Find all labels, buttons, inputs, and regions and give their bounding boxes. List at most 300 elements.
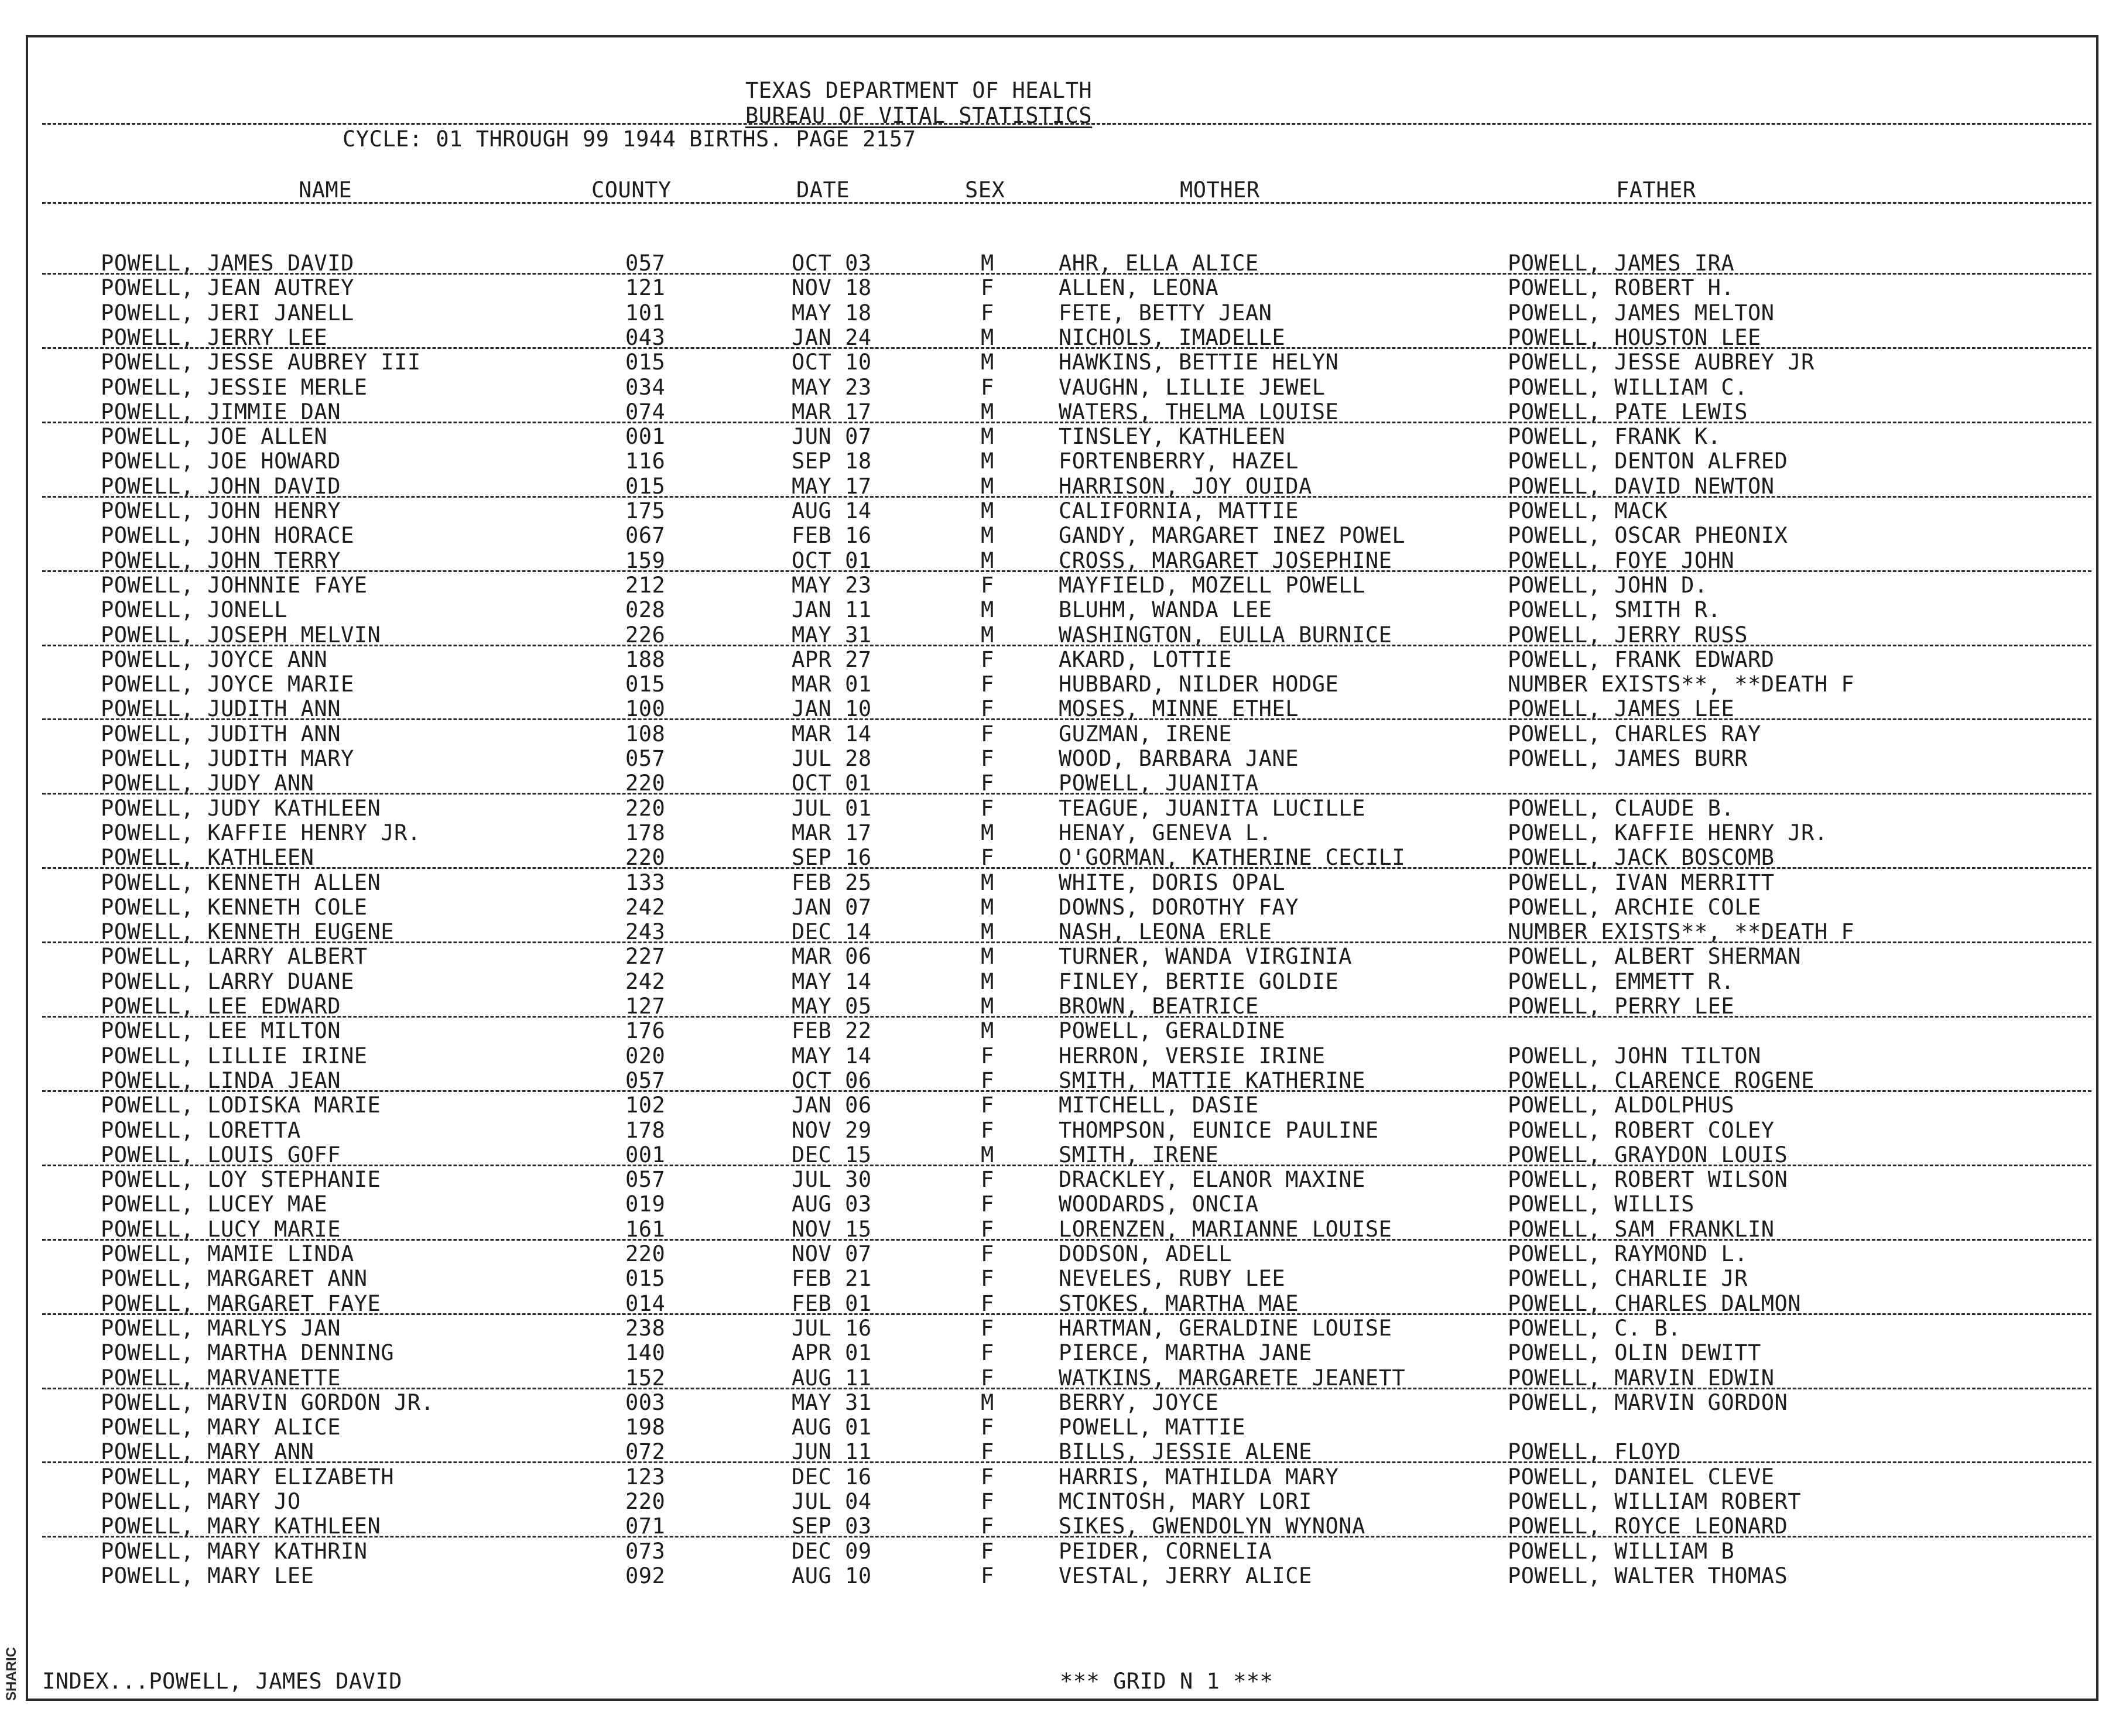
cell-county: 161 <box>625 1217 666 1242</box>
cell-name: POWELL, LILLIE IRINE <box>101 1043 368 1069</box>
footer-grid: *** GRID N 1 *** <box>1060 1669 1273 1694</box>
cell-father: POWELL, SAM FRANKLIN <box>1508 1217 1775 1242</box>
cell-mother: POWELL, MATTIE <box>1059 1415 1245 1440</box>
cell-date: SEP 16 <box>792 845 872 870</box>
row-rule <box>42 347 2091 349</box>
cell-date: MAY 23 <box>792 573 872 598</box>
cell-father: POWELL, ROYCE LEONARD <box>1508 1514 1788 1539</box>
cell-date: MAY 23 <box>792 375 872 400</box>
cell-name: POWELL, JUDY KATHLEEN <box>101 796 381 821</box>
cell-name: POWELL, MARGARET FAYE <box>101 1291 381 1316</box>
cell-father: POWELL, PATE LEWIS <box>1508 399 1748 424</box>
cell-father: POWELL, JOHN TILTON <box>1508 1043 1761 1069</box>
cell-mother: HUBBARD, NILDER HODGE <box>1059 672 1339 697</box>
cell-date: OCT 10 <box>792 350 872 375</box>
cell-county: 057 <box>625 1068 666 1093</box>
cell-father: POWELL, FLOYD <box>1508 1439 1682 1464</box>
cell-name: POWELL, JOHN HENRY <box>101 498 341 523</box>
cell-date: AUG 03 <box>792 1191 872 1217</box>
cell-mother: DODSON, ADELL <box>1059 1241 1233 1266</box>
cell-name: POWELL, MARVIN GORDON JR. <box>101 1390 434 1415</box>
cell-father: POWELL, ALDOLPHUS <box>1508 1093 1735 1118</box>
cell-county: 238 <box>625 1316 666 1341</box>
cell-name: POWELL, JIMMIE DAN <box>101 399 341 424</box>
cell-sex: F <box>981 721 994 747</box>
cell-sex: M <box>981 1390 994 1415</box>
cell-county: 102 <box>625 1093 666 1118</box>
cell-mother: NICHOLS, IMADELLE <box>1059 325 1286 350</box>
cell-father: POWELL, OSCAR PHEONIX <box>1508 523 1788 548</box>
cell-county: 003 <box>625 1390 666 1415</box>
cell-date: AUG 10 <box>792 1563 872 1588</box>
cell-county: 057 <box>625 746 666 771</box>
cell-county: 073 <box>625 1539 666 1564</box>
cell-sex: F <box>981 1118 994 1143</box>
cell-mother: MCINTOSH, MARY LORI <box>1059 1489 1312 1514</box>
cell-sex: F <box>981 746 994 771</box>
cell-name: POWELL, MAMIE LINDA <box>101 1241 354 1266</box>
cell-sex: F <box>981 1043 994 1069</box>
cell-date: OCT 06 <box>792 1068 872 1093</box>
cell-name: POWELL, JOHN DAVID <box>101 474 341 499</box>
cell-county: 175 <box>625 498 666 523</box>
cell-mother: VAUGHN, LILLIE JEWEL <box>1059 375 1326 400</box>
cell-father: POWELL, FRANK EDWARD <box>1508 647 1775 672</box>
column-divider <box>42 202 2091 204</box>
cell-date: MAR 06 <box>792 944 872 969</box>
cell-father: POWELL, JAMES MELTON <box>1508 300 1775 326</box>
cell-date: NOV 18 <box>792 275 872 300</box>
cell-name: POWELL, JUDITH ANN <box>101 696 341 721</box>
row-rule <box>42 570 2091 572</box>
cell-county: 108 <box>625 721 666 747</box>
cell-father: POWELL, CLAUDE B. <box>1508 796 1735 821</box>
row-rule <box>42 273 2091 275</box>
cell-county: 198 <box>625 1415 666 1440</box>
cell-sex: M <box>981 548 994 573</box>
row-rule <box>42 867 2091 869</box>
cell-date: JUN 07 <box>792 424 872 449</box>
cell-sex: F <box>981 1291 994 1316</box>
row-rule <box>42 793 2091 795</box>
cell-father: POWELL, RAYMOND L. <box>1508 1241 1748 1266</box>
cell-sex: F <box>981 845 994 870</box>
cell-father: POWELL, PERRY LEE <box>1508 994 1735 1019</box>
cell-name: POWELL, LEE MILTON <box>101 1018 341 1043</box>
cell-county: 226 <box>625 622 666 648</box>
cell-name: POWELL, JOYCE ANN <box>101 647 328 672</box>
cell-date: NOV 15 <box>792 1217 872 1242</box>
cell-sex: F <box>981 1340 994 1365</box>
cell-name: POWELL, LOY STEPHANIE <box>101 1167 381 1192</box>
cell-name: POWELL, JOE ALLEN <box>101 424 328 449</box>
cell-father: POWELL, KAFFIE HENRY JR. <box>1508 820 1828 845</box>
cell-father: POWELL, CHARLIE JR <box>1508 1266 1748 1291</box>
cell-county: 015 <box>625 350 666 375</box>
cell-date: AUG 01 <box>792 1415 872 1440</box>
cell-sex: M <box>981 399 994 424</box>
cell-county: 101 <box>625 300 666 326</box>
cell-county: 072 <box>625 1439 666 1464</box>
col-county: COUNTY <box>591 177 672 203</box>
cell-name: POWELL, JOHN TERRY <box>101 548 341 573</box>
cell-father: POWELL, ALBERT SHERMAN <box>1508 944 1802 969</box>
cell-name: POWELL, MARTHA DENNING <box>101 1340 395 1365</box>
cell-sex: M <box>981 597 994 622</box>
cell-date: MAY 31 <box>792 1390 872 1415</box>
cell-name: POWELL, LARRY ALBERT <box>101 944 368 969</box>
cell-sex: M <box>981 1018 994 1043</box>
cell-sex: F <box>981 1365 994 1391</box>
cell-father: POWELL, GRAYDON LOUIS <box>1508 1142 1788 1167</box>
cell-county: 015 <box>625 474 666 499</box>
cell-father: POWELL, DENTON ALFRED <box>1508 448 1788 474</box>
cell-date: AUG 14 <box>792 498 872 523</box>
cell-mother: SMITH, IRENE <box>1059 1142 1219 1167</box>
cell-name: POWELL, MARY LEE <box>101 1563 314 1588</box>
col-sex: SEX <box>965 177 1005 203</box>
cell-county: 123 <box>625 1464 666 1490</box>
cell-sex: M <box>981 870 994 895</box>
cell-sex: F <box>981 1563 994 1588</box>
col-father: FATHER <box>1616 177 1696 203</box>
cell-mother: HARRIS, MATHILDA MARY <box>1059 1464 1339 1490</box>
cell-father: POWELL, EMMETT R. <box>1508 969 1735 994</box>
cell-mother: AHR, ELLA ALICE <box>1059 251 1259 276</box>
cell-date: JAN 24 <box>792 325 872 350</box>
cell-county: 227 <box>625 944 666 969</box>
cell-name: POWELL, MARY KATHRIN <box>101 1539 368 1564</box>
cell-name: POWELL, JESSIE MERLE <box>101 375 368 400</box>
cell-date: MAY 17 <box>792 474 872 499</box>
cell-mother: POWELL, GERALDINE <box>1059 1018 1286 1043</box>
cell-father: POWELL, JAMES LEE <box>1508 696 1735 721</box>
cell-county: 100 <box>625 696 666 721</box>
cell-name: POWELL, JOSEPH MELVIN <box>101 622 381 648</box>
cell-mother: CALIFORNIA, MATTIE <box>1059 498 1299 523</box>
cell-mother: VESTAL, JERRY ALICE <box>1059 1563 1312 1588</box>
cell-name: POWELL, JUDY ANN <box>101 771 314 796</box>
cell-mother: GUZMAN, IRENE <box>1059 721 1233 747</box>
cell-county: 001 <box>625 424 666 449</box>
cell-father: POWELL, FRANK K. <box>1508 424 1721 449</box>
cell-county: 121 <box>625 275 666 300</box>
cell-county: 178 <box>625 820 666 845</box>
cell-mother: AKARD, LOTTIE <box>1059 647 1233 672</box>
cell-name: POWELL, JERI JANELL <box>101 300 354 326</box>
cell-sex: M <box>981 919 994 944</box>
cell-mother: DRACKLEY, ELANOR MAXINE <box>1059 1167 1365 1192</box>
cell-name: POWELL, JEAN AUTREY <box>101 275 354 300</box>
cell-county: 127 <box>625 994 666 1019</box>
cell-father: POWELL, FOYE JOHN <box>1508 548 1735 573</box>
cell-father: NUMBER EXISTS**, **DEATH F <box>1508 672 1855 697</box>
cell-father: POWELL, MACK <box>1508 498 1668 523</box>
cell-date: FEB 21 <box>792 1266 872 1291</box>
cell-date: MAR 01 <box>792 672 872 697</box>
cell-father: POWELL, C. B. <box>1508 1316 1682 1341</box>
cell-father: POWELL, MARVIN EDWIN <box>1508 1365 1775 1391</box>
cell-father: POWELL, ARCHIE COLE <box>1508 895 1761 920</box>
cell-date: JUN 11 <box>792 1439 872 1464</box>
cell-father: POWELL, ROBERT COLEY <box>1508 1118 1775 1143</box>
cell-name: POWELL, KATHLEEN <box>101 845 314 870</box>
cell-sex: M <box>981 251 994 276</box>
cell-mother: BERRY, JOYCE <box>1059 1390 1219 1415</box>
cell-father: POWELL, WILLIS <box>1508 1191 1694 1217</box>
cell-name: POWELL, MARVANETTE <box>101 1365 341 1391</box>
cell-father: POWELL, WILLIAM B <box>1508 1539 1735 1564</box>
cell-name: POWELL, LEE EDWARD <box>101 994 341 1019</box>
col-mother: MOTHER <box>1180 177 1260 203</box>
cell-date: FEB 16 <box>792 523 872 548</box>
cell-county: 159 <box>625 548 666 573</box>
cell-date: JAN 06 <box>792 1093 872 1118</box>
cell-county: 019 <box>625 1191 666 1217</box>
cell-father: POWELL, WILLIAM C. <box>1508 375 1748 400</box>
cell-mother: LORENZEN, MARIANNE LOUISE <box>1059 1217 1392 1242</box>
cell-name: POWELL, MARLYS JAN <box>101 1316 341 1341</box>
cell-county: 220 <box>625 845 666 870</box>
cell-mother: BILLS, JESSIE ALENE <box>1059 1439 1312 1464</box>
cell-mother: DOWNS, DOROTHY FAY <box>1059 895 1299 920</box>
cell-father: POWELL, DAVID NEWTON <box>1508 474 1775 499</box>
cell-sex: M <box>981 994 994 1019</box>
cell-county: 057 <box>625 251 666 276</box>
cell-mother: SIKES, GWENDOLYN WYNONA <box>1059 1514 1365 1539</box>
cell-date: MAY 18 <box>792 300 872 326</box>
cell-date: JAN 10 <box>792 696 872 721</box>
cell-father: POWELL, JOHN D. <box>1508 573 1708 598</box>
cell-county: 074 <box>625 399 666 424</box>
cell-father: POWELL, OLIN DEWITT <box>1508 1340 1761 1365</box>
cell-county: 176 <box>625 1018 666 1043</box>
cell-date: MAY 31 <box>792 622 872 648</box>
cell-date: DEC 14 <box>792 919 872 944</box>
cell-date: MAY 14 <box>792 1043 872 1069</box>
cell-sex: F <box>981 1217 994 1242</box>
cell-county: 220 <box>625 1241 666 1266</box>
cell-county: 034 <box>625 375 666 400</box>
cell-date: MAY 05 <box>792 994 872 1019</box>
cell-sex: F <box>981 647 994 672</box>
cell-sex: F <box>981 672 994 697</box>
cell-name: POWELL, JAMES DAVID <box>101 251 354 276</box>
cell-name: POWELL, LINDA JEAN <box>101 1068 341 1093</box>
cell-date: NOV 29 <box>792 1118 872 1143</box>
cell-sex: M <box>981 523 994 548</box>
row-rule <box>42 1016 2091 1018</box>
cell-county: 178 <box>625 1118 666 1143</box>
cell-father: POWELL, JERRY RUSS <box>1508 622 1748 648</box>
cell-name: POWELL, MARY ANN <box>101 1439 314 1464</box>
cell-county: 015 <box>625 1266 666 1291</box>
cell-sex: F <box>981 275 994 300</box>
cell-mother: MOSES, MINNE ETHEL <box>1059 696 1299 721</box>
cell-county: 242 <box>625 969 666 994</box>
cell-father: POWELL, HOUSTON LEE <box>1508 325 1761 350</box>
cell-name: POWELL, KENNETH COLE <box>101 895 368 920</box>
cell-mother: HARTMAN, GERALDINE LOUISE <box>1059 1316 1392 1341</box>
cell-father: NUMBER EXISTS**, **DEATH F <box>1508 919 1855 944</box>
cell-date: JUL 30 <box>792 1167 872 1192</box>
cell-father: POWELL, WILLIAM ROBERT <box>1508 1489 1802 1514</box>
cell-mother: HAWKINS, BETTIE HELYN <box>1059 350 1339 375</box>
cell-name: POWELL, JERRY LEE <box>101 325 328 350</box>
row-rule <box>42 1239 2091 1241</box>
cell-name: POWELL, KENNETH EUGENE <box>101 919 395 944</box>
cell-county: 116 <box>625 448 666 474</box>
cell-mother: MAYFIELD, MOZELL POWELL <box>1059 573 1365 598</box>
row-rule <box>42 496 2091 498</box>
cell-mother: WHITE, DORIS OPAL <box>1059 870 1286 895</box>
cell-date: OCT 01 <box>792 771 872 796</box>
cell-mother: SMITH, MATTIE KATHERINE <box>1059 1068 1365 1093</box>
row-rule <box>42 1090 2091 1092</box>
cell-name: POWELL, LUCY MARIE <box>101 1217 341 1242</box>
cell-county: 242 <box>625 895 666 920</box>
cell-county: 243 <box>625 919 666 944</box>
cell-mother: CROSS, MARGARET JOSEPHINE <box>1059 548 1392 573</box>
cell-name: POWELL, LORETTA <box>101 1118 301 1143</box>
cell-sex: F <box>981 1415 994 1440</box>
cell-sex: F <box>981 1191 994 1217</box>
cell-date: OCT 03 <box>792 251 872 276</box>
cell-county: 092 <box>625 1563 666 1588</box>
cell-name: POWELL, JONELL <box>101 597 287 622</box>
cell-county: 152 <box>625 1365 666 1391</box>
cell-mother: PIERCE, MARTHA JANE <box>1059 1340 1312 1365</box>
cell-father: POWELL, SMITH R. <box>1508 597 1721 622</box>
cell-father: POWELL, JAMES BURR <box>1508 746 1748 771</box>
cell-date: MAY 14 <box>792 969 872 994</box>
cell-sex: F <box>981 1093 994 1118</box>
cell-name: POWELL, LUCEY MAE <box>101 1191 328 1217</box>
cell-sex: F <box>981 1068 994 1093</box>
cell-date: FEB 25 <box>792 870 872 895</box>
cell-mother: FINLEY, BERTIE GOLDIE <box>1059 969 1339 994</box>
cell-mother: WOOD, BARBARA JANE <box>1059 746 1299 771</box>
cell-sex: M <box>981 350 994 375</box>
cell-date: FEB 01 <box>792 1291 872 1316</box>
side-label: SHARIC <box>4 1646 19 1701</box>
row-rule <box>42 1165 2091 1166</box>
cell-sex: F <box>981 300 994 326</box>
cell-name: POWELL, JOYCE MARIE <box>101 672 354 697</box>
cell-sex: F <box>981 375 994 400</box>
cell-sex: F <box>981 771 994 796</box>
cell-date: NOV 07 <box>792 1241 872 1266</box>
cell-mother: POWELL, JUANITA <box>1059 771 1259 796</box>
cell-sex: M <box>981 895 994 920</box>
cell-sex: M <box>981 1142 994 1167</box>
cell-sex: F <box>981 1316 994 1341</box>
cell-name: POWELL, JOHN HORACE <box>101 523 354 548</box>
cell-sex: M <box>981 820 994 845</box>
cell-sex: F <box>981 1514 994 1539</box>
cell-father: POWELL, CHARLES DALMON <box>1508 1291 1802 1316</box>
cell-date: MAR 17 <box>792 399 872 424</box>
cell-mother: PEIDER, CORNELIA <box>1059 1539 1272 1564</box>
cell-mother: ALLEN, LEONA <box>1059 275 1219 300</box>
cell-sex: F <box>981 1539 994 1564</box>
cell-sex: M <box>981 474 994 499</box>
dept-title: TEXAS DEPARTMENT OF HEALTH <box>745 78 1093 103</box>
cell-father: POWELL, JACK BOSCOMB <box>1508 845 1775 870</box>
cell-date: DEC 09 <box>792 1539 872 1564</box>
cell-sex: M <box>981 969 994 994</box>
cell-name: POWELL, LARRY DUANE <box>101 969 354 994</box>
row-rule <box>42 422 2091 423</box>
cell-name: POWELL, MARY KATHLEEN <box>101 1514 381 1539</box>
cell-name: POWELL, MARGARET ANN <box>101 1266 368 1291</box>
cell-date: JUL 04 <box>792 1489 872 1514</box>
cell-name: POWELL, JUDITH MARY <box>101 746 354 771</box>
cell-name: POWELL, MARY JO <box>101 1489 301 1514</box>
cell-mother: WASHINGTON, EULLA BURNICE <box>1059 622 1392 648</box>
cell-mother: TURNER, WANDA VIRGINIA <box>1059 944 1353 969</box>
cell-date: APR 01 <box>792 1340 872 1365</box>
cell-date: DEC 15 <box>792 1142 872 1167</box>
cell-name: POWELL, LODISKA MARIE <box>101 1093 381 1118</box>
footer-index: INDEX...POWELL, JAMES DAVID <box>42 1669 402 1694</box>
cell-father: POWELL, CLARENCE ROGENE <box>1508 1068 1815 1093</box>
cell-mother: WOODARDS, ONCIA <box>1059 1191 1259 1217</box>
cell-sex: F <box>981 1464 994 1490</box>
row-rule <box>42 1388 2091 1389</box>
col-name: NAME <box>299 177 352 203</box>
cell-father: POWELL, IVAN MERRITT <box>1508 870 1775 895</box>
cell-mother: GANDY, MARGARET INEZ POWEL <box>1059 523 1406 548</box>
cell-mother: NASH, LEONA ERLE <box>1059 919 1272 944</box>
cell-mother: FETE, BETTY JEAN <box>1059 300 1272 326</box>
cell-father: POWELL, JESSE AUBREY JR <box>1508 350 1815 375</box>
cell-name: POWELL, JOE HOWARD <box>101 448 341 474</box>
cell-mother: BROWN, BEATRICE <box>1059 994 1259 1019</box>
cell-mother: THOMPSON, EUNICE PAULINE <box>1059 1118 1379 1143</box>
cell-county: 043 <box>625 325 666 350</box>
cell-county: 001 <box>625 1142 666 1167</box>
cell-mother: TEAGUE, JUANITA LUCILLE <box>1059 796 1365 821</box>
cell-county: 015 <box>625 672 666 697</box>
cell-date: JUL 16 <box>792 1316 872 1341</box>
cell-county: 220 <box>625 796 666 821</box>
cell-name: POWELL, JUDITH ANN <box>101 721 341 747</box>
cell-county: 220 <box>625 771 666 796</box>
cell-mother: TINSLEY, KATHLEEN <box>1059 424 1286 449</box>
cell-sex: M <box>981 498 994 523</box>
cell-county: 133 <box>625 870 666 895</box>
row-rule <box>42 1461 2091 1463</box>
bureau-title: BUREAU OF VITAL STATISTICS <box>745 103 1093 128</box>
cell-name: POWELL, MARY ALICE <box>101 1415 341 1440</box>
cell-county: 071 <box>625 1514 666 1539</box>
cycle-line: CYCLE: 01 THROUGH 99 1944 BIRTHS. PAGE 2157 <box>343 126 916 152</box>
cell-sex: F <box>981 796 994 821</box>
cell-mother: MITCHELL, DASIE <box>1059 1093 1259 1118</box>
cell-mother: HERRON, VERSIE IRINE <box>1059 1043 1326 1069</box>
cell-date: OCT 01 <box>792 548 872 573</box>
cell-mother: HENAY, GENEVA L. <box>1059 820 1272 845</box>
cell-mother: WATERS, THELMA LOUISE <box>1059 399 1339 424</box>
cell-sex: M <box>981 424 994 449</box>
cell-county: 057 <box>625 1167 666 1192</box>
cell-date: JAN 07 <box>792 895 872 920</box>
row-rule <box>42 645 2091 646</box>
cell-date: MAR 17 <box>792 820 872 845</box>
cell-county: 014 <box>625 1291 666 1316</box>
cell-name: POWELL, KAFFIE HENRY JR. <box>101 820 421 845</box>
